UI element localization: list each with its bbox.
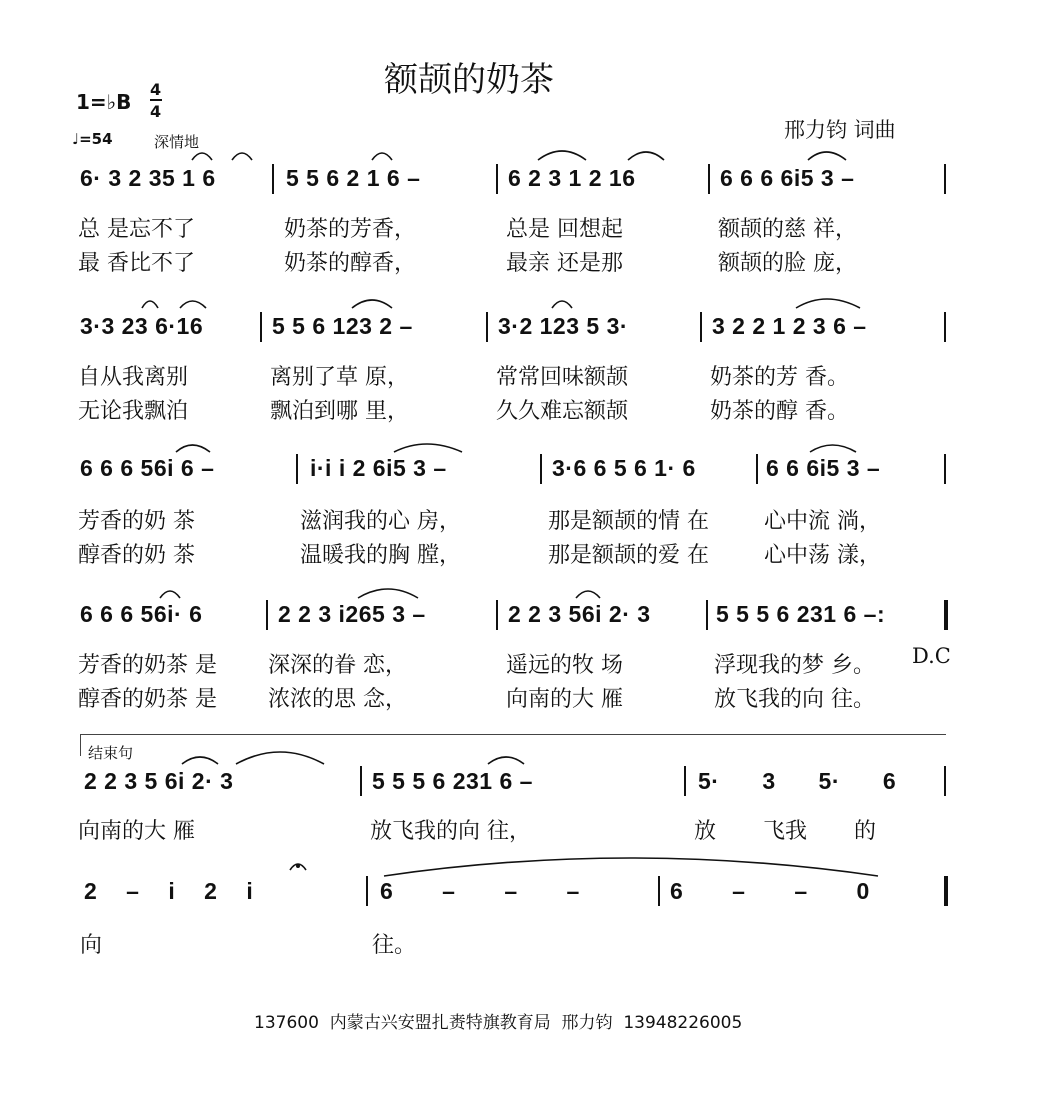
slur [160,591,180,598]
lyric-line: 往。 [372,933,417,958]
lyric-line: 总 是忘不了 [78,217,195,242]
lyric-line: 额颉的脸 庞， [718,251,857,276]
slur [232,153,252,160]
measure-notes: 2 2 3 i265 3 – [278,601,426,627]
slur [810,445,856,452]
slur [236,752,324,764]
lyric-line: 常常回味额颉 [496,365,629,390]
lyric-line: 向南的大 雁 [78,819,195,844]
lyric-line: 芳香的奶茶 是 [78,653,217,678]
measure-notes: 6 – – 0 [670,878,870,904]
measure-notes: i·i i 2 6i5 3 – [310,455,447,481]
measure-notes: 5· 3 5· 6 [698,768,897,794]
lyric-line: 额颉的慈 祥， [718,217,857,242]
slur [182,757,218,764]
lyric-line: 醇香的奶 茶 [78,543,195,568]
slur [576,591,600,598]
tie [384,858,878,876]
slur [488,757,524,764]
measure-notes: 2 – i 2 i [84,878,254,904]
lyric-line: 总是 回想起 [506,217,623,242]
song-title: 额颉的奶茶 [384,60,554,100]
slur [538,151,586,160]
lyric-line: 浮现我的梦 乡。 [714,653,875,678]
slur [394,444,462,452]
slur [372,153,392,160]
measure-notes: 6· 3 2 35 1 6 [80,165,216,191]
lyric-line: 浓浓的思 念， [268,687,407,712]
lyric-line: 心中荡 漾， [764,543,881,568]
lyric-line: 飘泊到哪 里， [270,399,409,424]
lyric-line: 最 香比不了 [78,251,195,276]
slur [180,301,206,308]
measure-notes: 6 6 6i5 3 – [766,455,881,481]
lyric-line: 放 飞我 的 [694,819,876,844]
lyric-line: 那是额颉的爱 在 [548,543,709,568]
lyric-line: 滋润我的心 房， [300,509,461,534]
slur [796,299,860,308]
slur [628,152,664,160]
measure-notes: 6 6 6 6i5 3 – [720,165,855,191]
lyric-line: 遥远的牧 场 [506,653,623,678]
measure-notes: 3·3 23 6·16 [80,313,204,339]
lyric-line: 自从我离别 [78,365,189,390]
fermata-dot [296,864,300,868]
measure-notes: 5 5 6 123 2 – [272,313,413,339]
ending-label: 结束句 [88,744,134,762]
tempo-marking: ♩=54 [72,130,113,148]
time-signature-top: 4 [150,80,162,99]
lyric-line: 放飞我的向 往， [370,819,531,844]
lyric-line: 向南的大 雁 [506,687,623,712]
lyric-line: 向 [80,933,103,958]
lyric-line: 深深的眷 恋， [268,653,407,678]
lyric-line: 芳香的奶 茶 [78,509,195,534]
measure-notes: 6 – – – [380,878,580,904]
lyric-line: 奶茶的醇香， [284,251,417,276]
lyric-line: 奶茶的芳香， [284,217,417,242]
measure-notes: 6 6 6 56i· 6 [80,601,203,627]
measure-notes: 3·6 6 5 6 1· 6 [552,455,696,481]
lyric-line: 无论我飘泊 [78,399,189,424]
slur [358,589,418,598]
measure-notes: 2 2 3 56i 2· 3 [508,601,651,627]
lyric-line: 放飞我的向 往。 [714,687,875,712]
slur [808,152,846,160]
lyric-line: 温暖我的胸 膛， [300,543,461,568]
slur [192,153,212,160]
measure-notes: 6 6 6 56i 6 – [80,455,215,481]
key-signature: 1=♭B [76,90,132,114]
measure-notes: 3·2 123 5 3· [498,313,629,339]
slur [552,301,572,308]
slur [176,445,210,452]
slur [352,300,392,308]
lyric-line: 那是额颉的情 在 [548,509,709,534]
slur [142,301,158,308]
lyric-line: 离别了草 原， [270,365,409,390]
measure-notes: 5 5 5 6 231 6 –: [716,601,886,627]
measure-notes: 3 2 2 1 2 3 6 – [712,313,867,339]
measure-notes: 6 2 3 1 2 16 [508,165,636,191]
measure-notes: 5 5 6 2 1 6 – [286,165,421,191]
footer-contact: 137600 内蒙古兴安盟扎赉特旗教育局 邢力钧 13948226005 [254,1013,743,1033]
lyric-line: 久久难忘额颉 [496,399,629,424]
lyric-line: 最亲 还是那 [506,251,623,276]
measure-notes: 2 2 3 5 6i 2· 3 [84,768,234,794]
lyric-line: 心中流 淌， [764,509,881,534]
time-signature-bottom: 4 [150,102,162,121]
measure-notes: 5 5 5 6 231 6 – [372,768,533,794]
expression-marking: 深情地 [154,133,200,151]
lyric-line: 醇香的奶茶 是 [78,687,217,712]
lyric-line: 奶茶的芳 香。 [710,365,849,390]
da-capo-marking: D.C [912,644,951,668]
lyric-line: 奶茶的醇 香。 [710,399,849,424]
author-credit: 邢力钧 词曲 [784,118,896,142]
